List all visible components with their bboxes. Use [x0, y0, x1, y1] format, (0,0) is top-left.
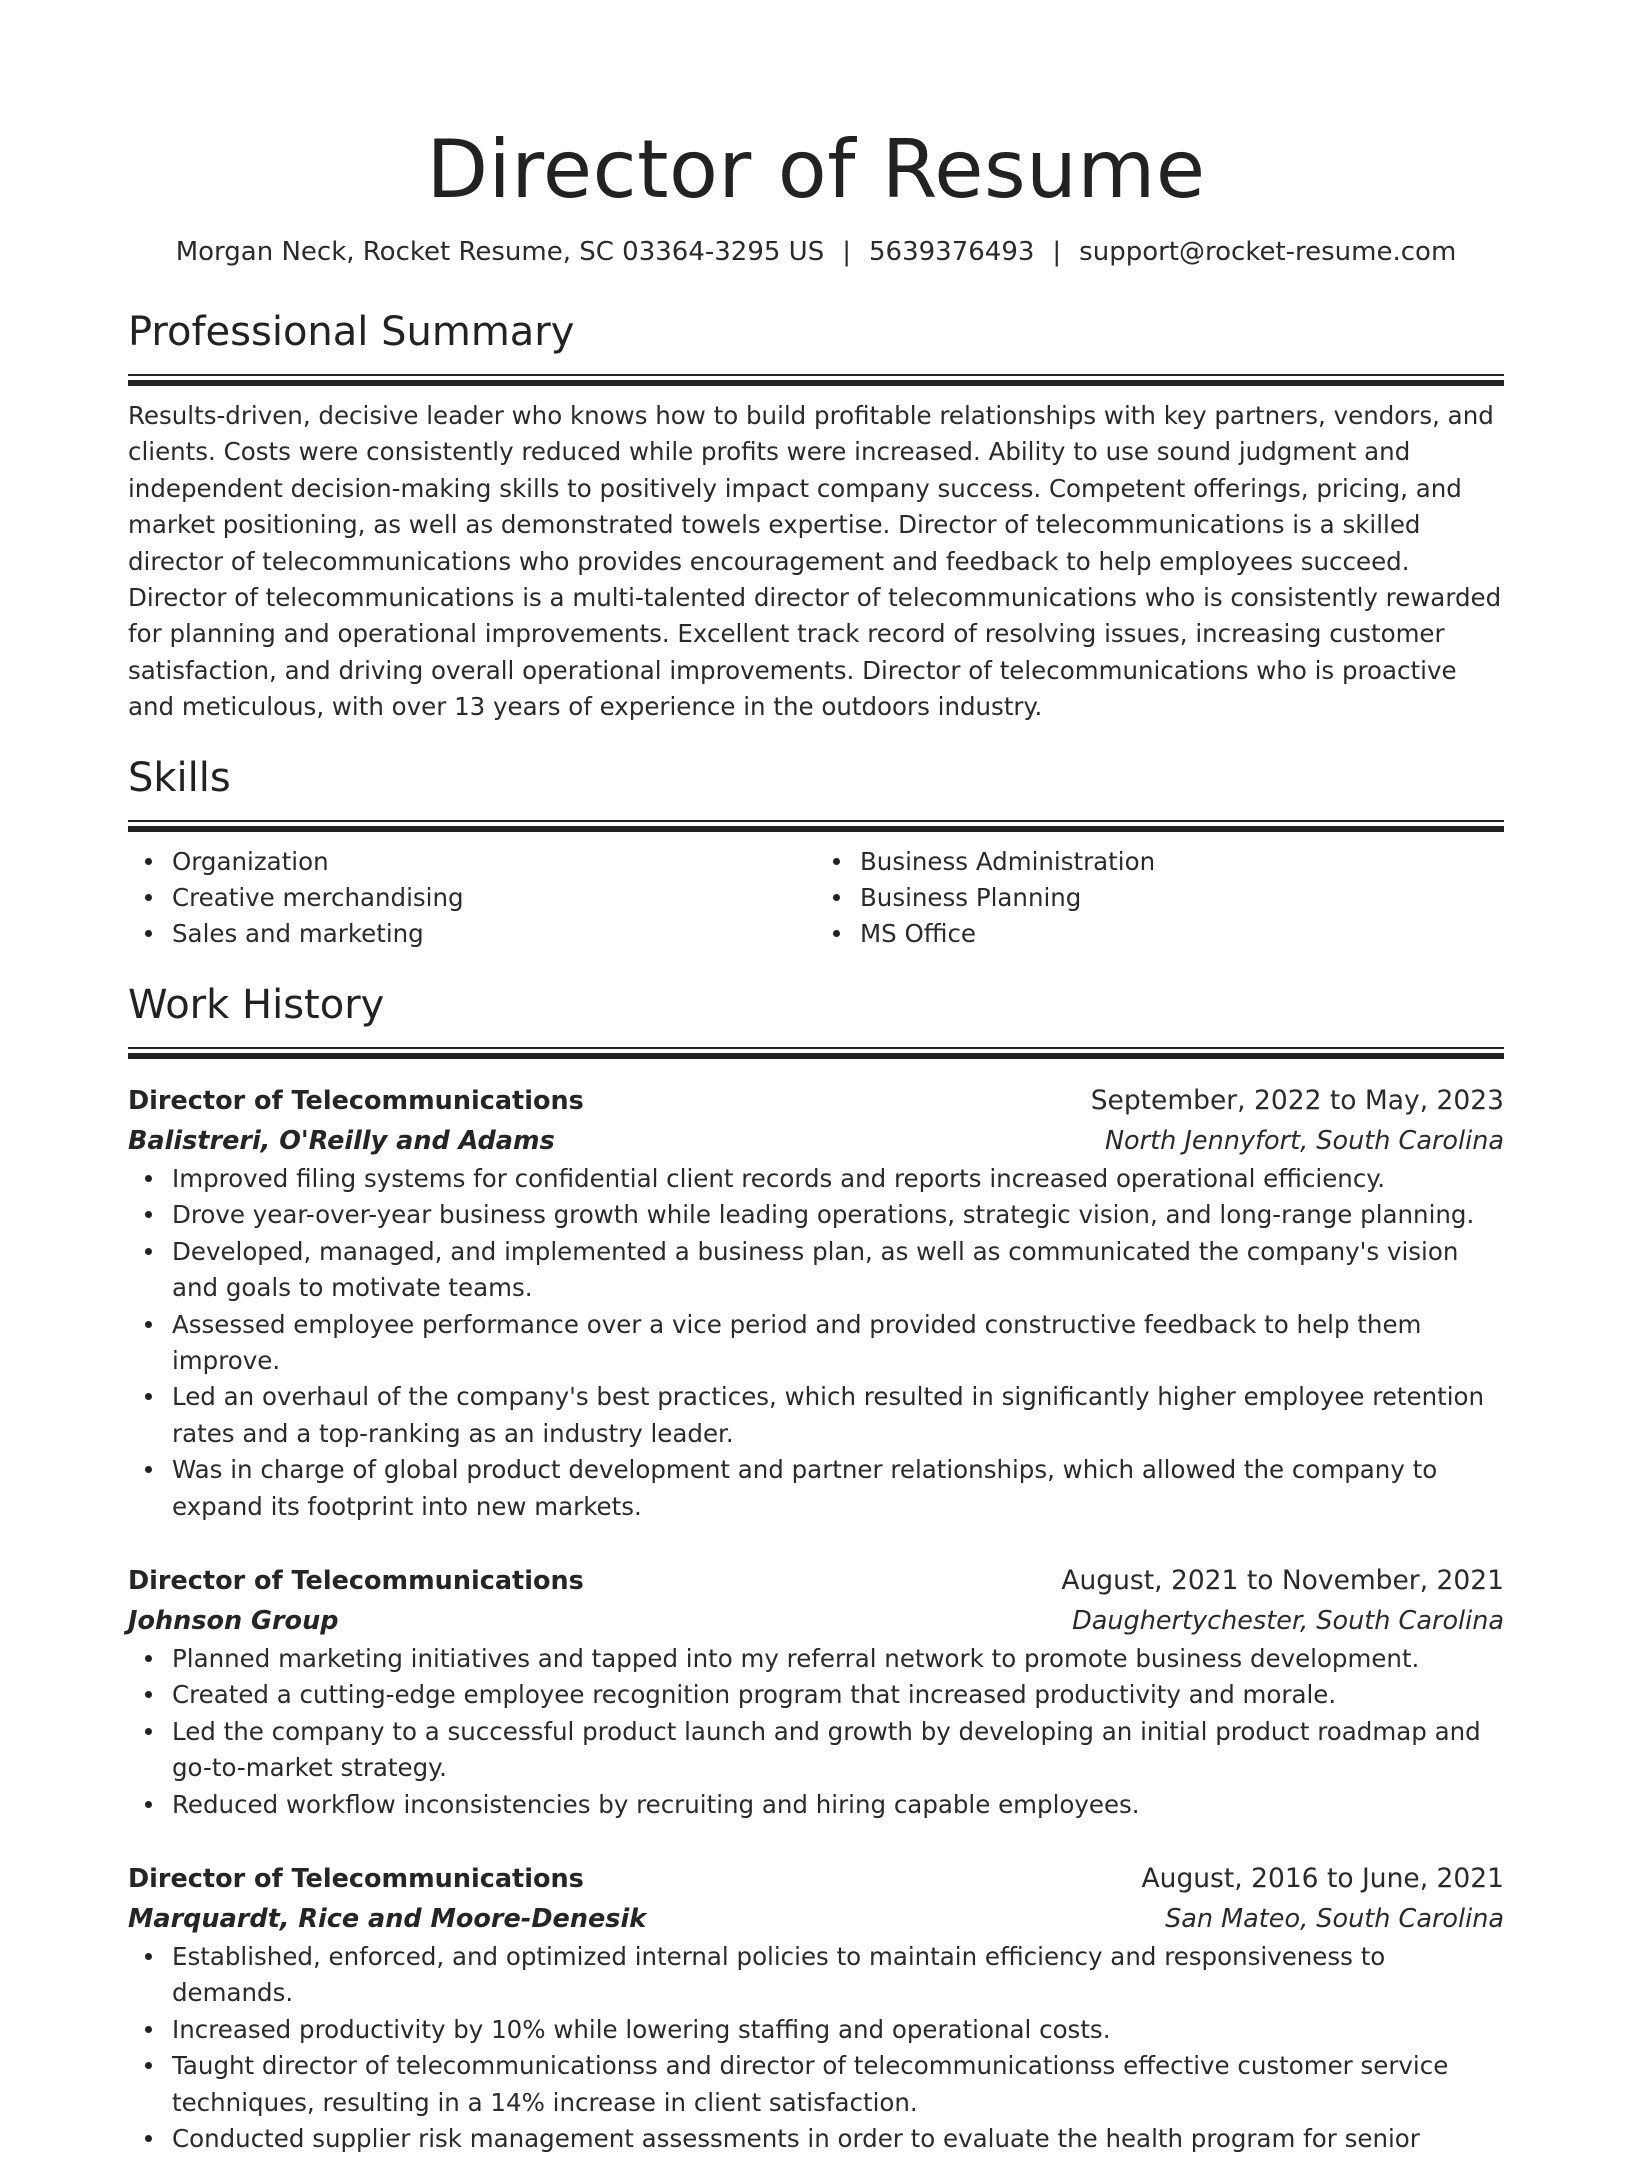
job-bullet: Developed, managed, and implemented a business plan, as well as communicated the company's vision and goals to motivate teams. — [172, 1234, 1504, 1307]
job-entry — [128, 1561, 1504, 1823]
job-bullet: Conducted supplier risk management assessments in order to evaluate the health program for senior — [172, 2121, 1504, 2157]
job-entry — [128, 1859, 1504, 2157]
job-bullet: Planned marketing initiatives and tapped into my referral network to promote business development. — [172, 1641, 1504, 1677]
job-dates: September, 2022 to May, 2023 — [1090, 1084, 1504, 1116]
job-bullet-list — [128, 1641, 1504, 1823]
skills-section — [128, 752, 1504, 953]
summary-heading: Professional Summary — [128, 309, 575, 355]
job-bullet: Created a cutting-edge employee recognition program that increased productivity and morale. — [172, 1677, 1504, 1713]
job-bullet: Led an overhaul of the company's best practices, which resulted in significantly higher employee retention rates and a top-ranking as an industry leader. — [172, 1379, 1504, 1452]
job-bullet: Assessed employee performance over a vice period and provided constructive feedback to help them improve. — [172, 1307, 1504, 1380]
job-company-row — [128, 1899, 1504, 1939]
job-title: Director of Telecommunications — [128, 1863, 584, 1894]
skill-item: Creative merchandising — [172, 880, 816, 916]
job-title: Director of Telecommunications — [128, 1085, 584, 1116]
job-location: San Mateo, South Carolina — [1165, 1903, 1504, 1934]
job-bullet: Taught director of telecommunicationss and director of telecommunicationss effective customer service techniques, resulting in a 14% increase in client satisfaction. — [172, 2048, 1504, 2121]
job-company: Marquardt, Rice and Moore-Denesik — [128, 1903, 647, 1934]
job-company: Balistreri, O'Reilly and Adams — [128, 1125, 555, 1156]
job-dates: August, 2016 to June, 2021 — [1141, 1862, 1504, 1894]
skill-item: Business Planning — [860, 880, 1504, 916]
skill-item: Business Administration — [860, 844, 1504, 880]
job-location: North Jennyfort, South Carolina — [1104, 1125, 1504, 1156]
resume-page — [128, 120, 1504, 2157]
job-header-row — [128, 1081, 1504, 1121]
job-location: Daughertychester, South Carolina — [1072, 1605, 1504, 1636]
section-divider — [128, 374, 1504, 386]
section-divider — [128, 820, 1504, 832]
job-company-row — [128, 1601, 1504, 1641]
skills-column-left — [128, 844, 816, 953]
work-history-section — [128, 979, 1504, 2157]
job-bullet: Led the company to a successful product launch and growth by developing an initial product roadmap and go-to-market strategy. — [172, 1714, 1504, 1787]
contact-email: support@rocket-resume.com — [1079, 237, 1457, 267]
skills-column-right — [816, 844, 1504, 953]
skills-heading: Skills — [128, 754, 231, 801]
job-entry — [128, 1081, 1504, 1525]
summary-section — [128, 306, 1504, 726]
contact-line — [128, 234, 1504, 270]
resume-name: Director of Resume — [426, 123, 1206, 216]
job-company: Johnson Group — [128, 1605, 339, 1636]
summary-text: Results-driven, decisive leader who knows how to build profitable relationships with key partners, vendors, and clients. Costs were consistently reduced while profits were increased. Ability to use sound judgment and independent decision-making skills to positively impact company success. Competent offerings, pricing, and market positioning, as well as demonstrated towels expertise. Director of telecommunications is a skilled director of telecommunications who provides encouragement and feedback to help employees succeed. Director of telecommunications is a multi-talented director of telecommunications who is consistently rewarded for planning and operational improvements. Excellent track record of resolving issues, increasing customer satisfaction, and driving overall operational improvements. Director of telecommunications who is proactive and meticulous, with over 13 years of experience in the outdoors industry. — [128, 401, 1502, 722]
job-bullet-list — [128, 1161, 1504, 1525]
skills-grid — [128, 844, 1504, 953]
skill-item: Sales and marketing — [172, 916, 816, 952]
contact-address: Morgan Neck, Rocket Resume, SC 03364-3295 US — [175, 237, 825, 267]
job-bullet: Improved filing systems for confidential client records and reports increased operational efficiency. — [172, 1161, 1504, 1197]
contact-separator: | — [842, 237, 851, 267]
skill-item: Organization — [172, 844, 816, 880]
job-header-row — [128, 1859, 1504, 1899]
job-bullet: Increased productivity by 10% while lowering staffing and operational costs. — [172, 2012, 1504, 2048]
job-bullet-list — [128, 1939, 1504, 2157]
contact-separator: | — [1052, 237, 1062, 267]
section-divider — [128, 1047, 1504, 1059]
job-bullet: Reduced workflow inconsistencies by recruiting and hiring capable employees. — [172, 1787, 1504, 1823]
work-history-heading: Work History — [128, 981, 385, 1028]
job-bullet: Was in charge of global product development and partner relationships, which allowed the company to expand its footprint into new markets. — [172, 1452, 1504, 1525]
job-company-row — [128, 1121, 1504, 1161]
job-header-row — [128, 1561, 1504, 1601]
job-bullet: Established, enforced, and optimized internal policies to maintain efficiency and responsiveness to demands. — [172, 1939, 1504, 2012]
skill-item: MS Office — [860, 916, 1504, 952]
contact-phone: 5639376493 — [868, 237, 1035, 267]
job-bullet: Drove year-over-year business growth while leading operations, strategic vision, and long-range planning. — [172, 1197, 1504, 1233]
job-dates: August, 2021 to November, 2021 — [1061, 1564, 1504, 1596]
job-title: Director of Telecommunications — [128, 1565, 584, 1596]
